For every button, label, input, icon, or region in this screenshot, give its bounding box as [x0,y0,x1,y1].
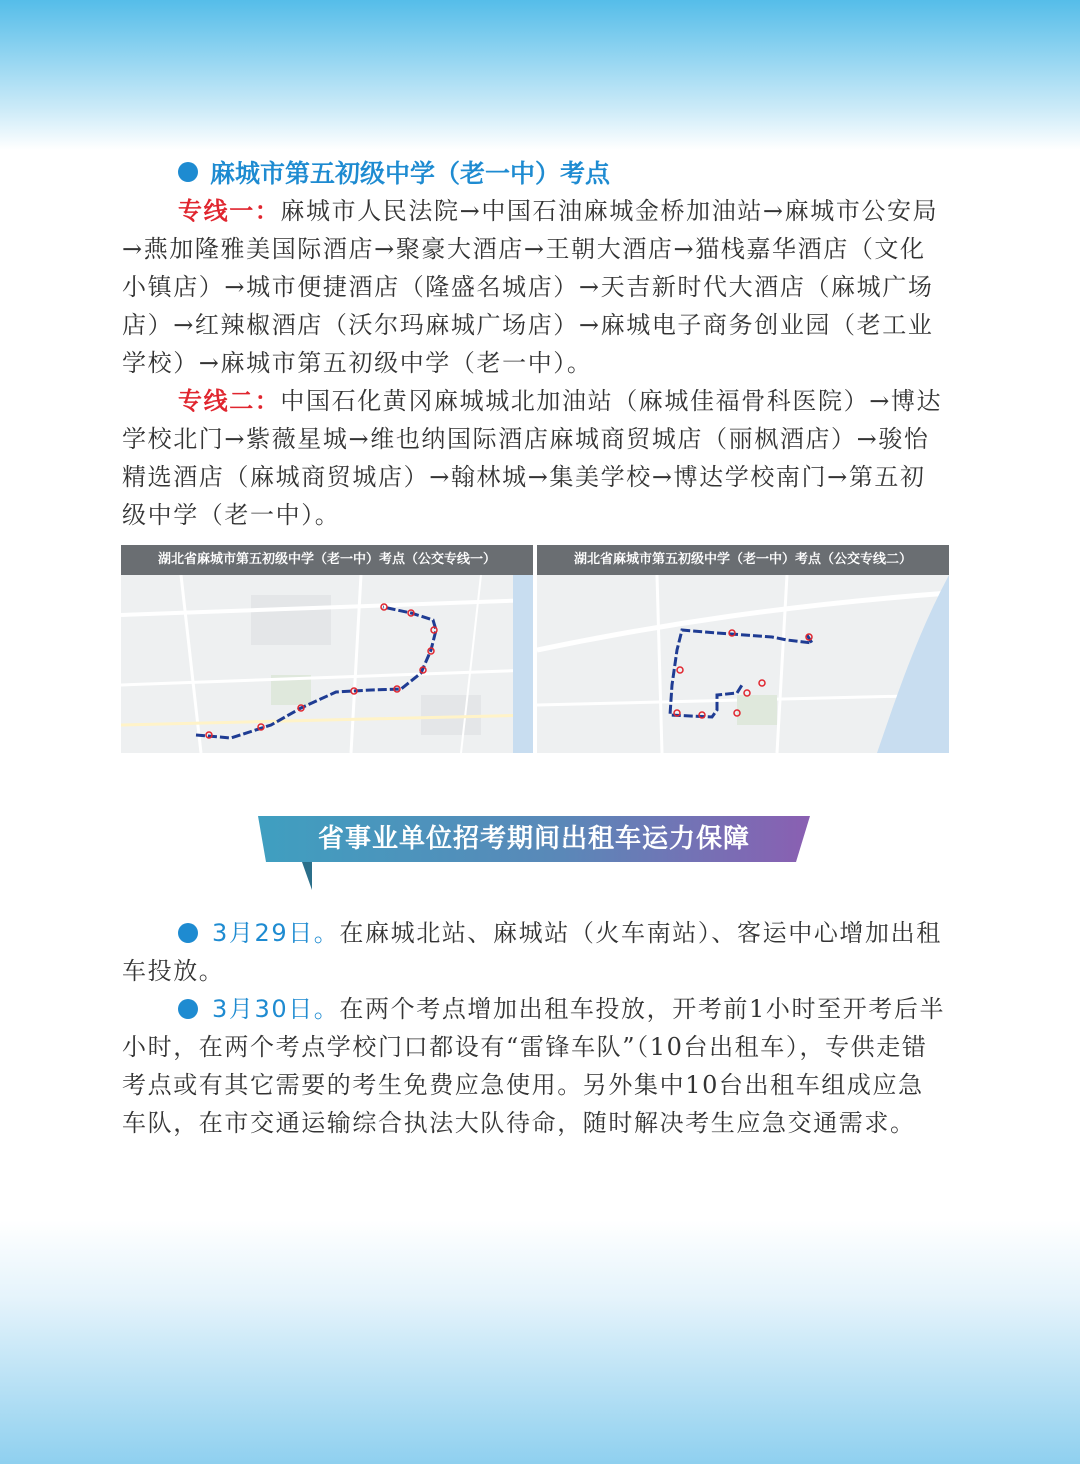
bullet-dot-icon [178,999,198,1019]
bus-line-1-label: 专线一： [178,197,281,225]
section-title-text: 麻城市第五初级中学（老一中）考点 [210,159,611,188]
route-map-2-title: 湖北省麻城市第五初级中学（老一中）考点（公交专线二） [537,545,949,575]
taxi-item-1 [122,914,948,990]
route-map-line-2 [537,545,949,753]
bus-line-1-text: 麻城市人民法院→中国石油麻城金桥加油站→麻城市公安局→燕加隆雅美国际酒店→聚豪大酒店→王朝大酒店→猫栈嘉华酒店（文化小镇店）→城市便捷酒店（隆盛名城店）→天吉新时代大酒店（麻城广场店）→红辣椒酒店（沃尔玛麻城广场店）→麻城电子商务创业园（老工业学校）→麻城市第五初级中学（老一中）。 [122,197,939,377]
route-map-1-title: 湖北省麻城市第五初级中学（老一中）考点（公交专线一） [121,545,533,575]
route-map-line-1 [121,545,533,753]
bus-line-1-paragraph [122,192,948,382]
banner-title: 省事业单位招考期间出租车运力保障 [317,824,750,854]
section-banner-taxi [258,816,810,862]
bullet-dot-icon [178,162,198,182]
taxi-item-2-text: 在两个考点增加出租车投放，开考前1小时至开考后半小时，在两个考点学校门口都设有“雷锋车队”（10台出租车），专供走错考点或有其它需要的考生免费应急使用。另外集中10台出租车组成应急车队，在市交通运输综合执法大队待命，随时解决考生应急交通需求。 [122,995,946,1137]
taxi-item-2 [122,990,948,1142]
taxi-item-2-date: 3月30日。 [212,995,340,1023]
route-map-1-graphic [121,575,533,753]
route-map-2-graphic [537,575,949,753]
bus-line-2-label: 专线二： [178,387,281,415]
bus-line-2-text: 中国石化黄冈麻城城北加油站（麻城佳福骨科医院）→博达学校北门→紫薇星城→维也纳国际酒店麻城商贸城店（丽枫酒店）→骏怡精选酒店（麻城商贸城店）→翰林城→集美学校→博达学校南门→第五初级中学（老一中）。 [122,387,943,529]
section-title-exam-site [178,154,610,190]
bus-line-2-paragraph [122,382,948,534]
bullet-dot-icon [178,923,198,943]
taxi-item-1-date: 3月29日。 [212,919,340,947]
taxi-item-1-text: 在麻城北站、麻城站（火车南站）、客运中心增加出租车投放。 [122,919,942,985]
